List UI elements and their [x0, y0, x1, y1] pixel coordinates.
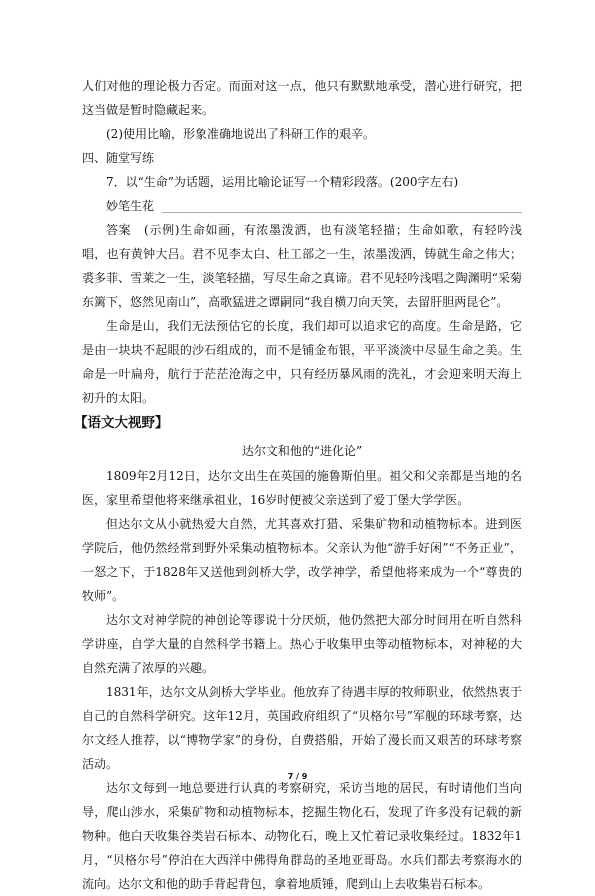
article-title: 达尔文和他的“进化论”	[241, 444, 363, 458]
answer-paragraph-2: 生命是山，我们无法预估它的长度，我们却可以追求它的高度。生命是路，它是由一块块不起眼的沙石组成的，而不是铺金布银，平平淡淡中尽显生命之美。生命是一叶扁舟，航行于茫茫沧海之中，只有经历暴风雨的洗礼，才会迎来明天海上初升的太阳。	[82, 319, 522, 405]
article-paragraph: 1809年2月12日，达尔文出生在英国的施鲁斯伯里。祖父和父亲都是当地的名医，家里希望他将来继承祖业，16岁时便被父亲送到了爱丁堡大学学医。	[82, 469, 522, 507]
writing-blank-line	[162, 200, 522, 213]
answer-paragraph-1: 答案 (示例)生命如画，有浓墨泼洒，也有淡笔轻描；生命如歌，有轻吟浅唱，也有黄钟大吕。君不见李太白、杜工部之一生，浓墨泼洒，铸就生命之伟大；裘多菲、雪莱之一生，淡笔轻描，写尽生命之真谛。君不见轻吟浅唱之陶渊明“采菊东篱下，悠然见南山”，高歌猛进之谭嗣同“我自横刀向天笑，去留肝胆两昆仑”。	[82, 223, 522, 309]
article-paragraph: 达尔文每到一地总要进行认真的考察研究，采访当地的居民，有时请他们当向导，爬山涉水，采集矿物和动植物标本，挖掘生物化石，发现了许多没有记载的新物种。他白天收集谷类岩石标本、动物化石，晚上又忙着记录收集经过。1832年1月，“贝格尔号”停泊在大西洋中佛得角群岛的圣地亚哥岛。水兵们都去考察海水的流向。达尔文和他的助手背起背包，拿着地质锤，爬到山上去收集岩石标本。	[82, 781, 522, 891]
section-heading-practice: 四、随堂写练	[82, 151, 155, 165]
section-title-reading: 【语文大视野】	[74, 415, 169, 431]
paragraph-point-2: (2)使用比喻，形象准确地说出了科研工作的艰辛。	[106, 127, 375, 141]
article-paragraph: 达尔文对神学院的神创论等谬说十分厌烦，他仍然把大部分时间用在听自然科学讲座，自学大量的自然科学书籍上。热心于收集甲虫等动植物标本，对神秘的大自然充满了浓厚的兴趣。	[82, 613, 522, 675]
paragraph-continuation: 人们对他的理论极力否定。而面对这一点，他只有默默地承受，潜心进行研究，把这当做是暂时隐藏起来。	[82, 79, 522, 117]
answer-blank-row	[82, 194, 522, 218]
page-number: 7 / 9	[287, 772, 308, 781]
article-paragraph: 1831年，达尔文从剑桥大学毕业。他放弃了待遇丰厚的牧师职业，依然热衷于自己的自然科学研究。这年12月，英国政府组织了“贝格尔号”军舰的环球考察，达尔文经人推荐，以“博物学家”的身份，自费搭船，开始了漫长而又艰苦的环球考察活动。	[82, 685, 522, 771]
blank-label: 妙笔生花	[106, 199, 155, 213]
question-7: 7．以“生命”为话题，运用比喻论证写一个精彩段落。(200字左右)	[106, 175, 459, 189]
article-paragraph: 但达尔文从小就热爱大自然，尤其喜欢打猎、采集矿物和动植物标本。进到医学院后，他仍然经常到野外采集动植物标本。父亲认为他“游手好闲”“不务正业”，一怒之下，于1828年又送他到剑桥大学，改学神学，希望他将来成为一个“尊贵的牧师”。	[82, 517, 522, 603]
